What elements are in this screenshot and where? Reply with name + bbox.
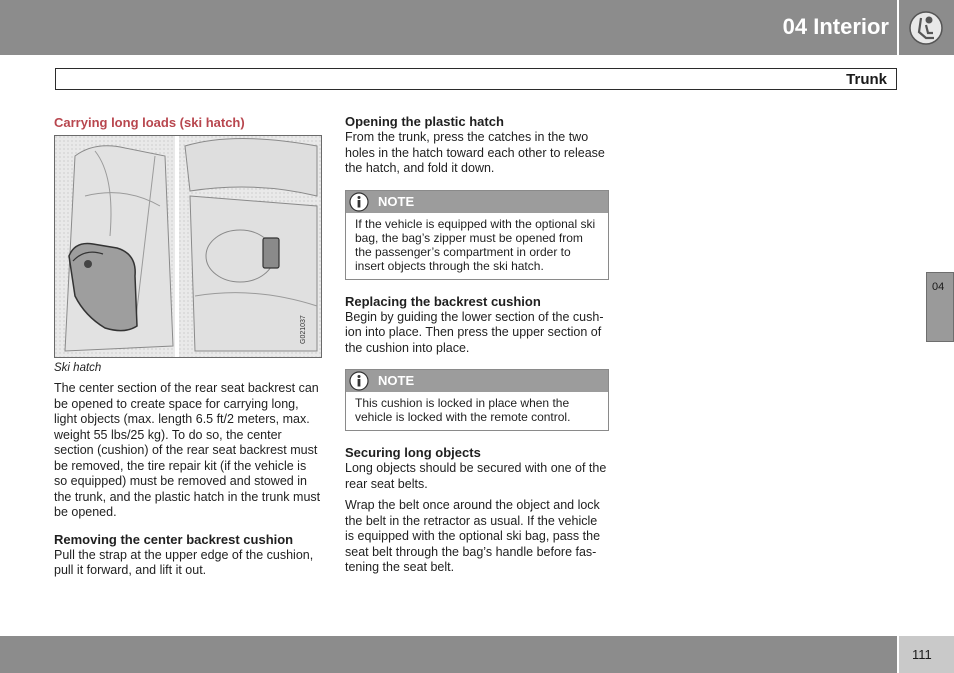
- opening-heading: Opening the plastic hatch: [345, 114, 504, 129]
- note-text-1: If the vehicle is equipped with the optional ski bag, the bag’s zipper must be opened from the passenger’s compartment in order to insert objects through the ski hatch.: [355, 216, 596, 273]
- note-header-1: [346, 191, 608, 213]
- note-label-2: NOTE: [378, 373, 415, 388]
- left-column: [54, 114, 322, 579]
- note-label-1: NOTE: [378, 193, 415, 209]
- right-column: [345, 114, 609, 576]
- securing-paragraph-1: Long objects should be secured with one of the rear seat belts.: [345, 461, 607, 491]
- note-text-2: This cushion is locked in place when the vehicle is locked with the remote control.: [355, 396, 571, 424]
- info-icon: [349, 192, 369, 212]
- removing-paragraph: Pull the strap at the upper edge of the cushion, pull it forward, and lift it out.: [54, 547, 314, 577]
- intro-paragraph: The center section of the rear seat backrest can be opened to create space for carrying long, light objects (max. length 6.5 ft/2 meters, max. weight 55 lbs/25 kg). To do so, the center section (cushion) of the rear seat backrest must be removed, the tire repair kit (if the vehicle is so equipped) must be removed and stowed in the trunk, and the plastic hatch in the trunk must be opened.: [54, 381, 321, 519]
- opening-paragraph: From the trunk, press the catches in the two holes in the hatch toward each other to release the hatch, and fold it down.: [345, 130, 605, 175]
- figure-code: G021037: [300, 315, 307, 344]
- footer-bar: [0, 636, 897, 673]
- replacing-paragraph: Begin by guiding the lower section of the cush-ion into place. Then press the upper section of the cushion into place.: [345, 309, 604, 355]
- ski-hatch-illustration: [55, 136, 321, 357]
- chapter-title: 04 Interior: [782, 14, 889, 39]
- section-title: Trunk: [846, 71, 887, 88]
- info-icon: [349, 371, 369, 391]
- note-header-2: [346, 370, 608, 392]
- securing-heading: Securing long objects: [345, 445, 481, 460]
- replacing-heading: Replacing the backrest cushion: [345, 293, 541, 309]
- seat-person-icon: [899, 0, 954, 55]
- page-number: 111: [912, 647, 932, 662]
- side-tab-label: 04: [932, 281, 945, 293]
- removing-heading: Removing the center backrest cushion: [54, 531, 294, 547]
- chapter-header-bar: [0, 0, 897, 55]
- note-box-2: [345, 369, 609, 431]
- section-title-bar: [55, 68, 897, 90]
- chapter-side-tab[interactable]: [926, 272, 954, 342]
- ski-hatch-figure: [54, 135, 322, 358]
- page-number-box: [899, 636, 954, 673]
- note-box-1: [345, 190, 609, 280]
- figure-caption: Ski hatch: [54, 362, 102, 374]
- section-heading: Carrying long loads (ski hatch): [54, 115, 245, 130]
- chapter-icon-box: [899, 0, 954, 55]
- securing-paragraph-2: Wrap the belt once around the object and lock the belt in the retractor as usual. If the vehicle is equipped with the optional ski bag, pass the seat belt through the bag’s handle before fas-tening the seat belt.: [345, 498, 601, 574]
